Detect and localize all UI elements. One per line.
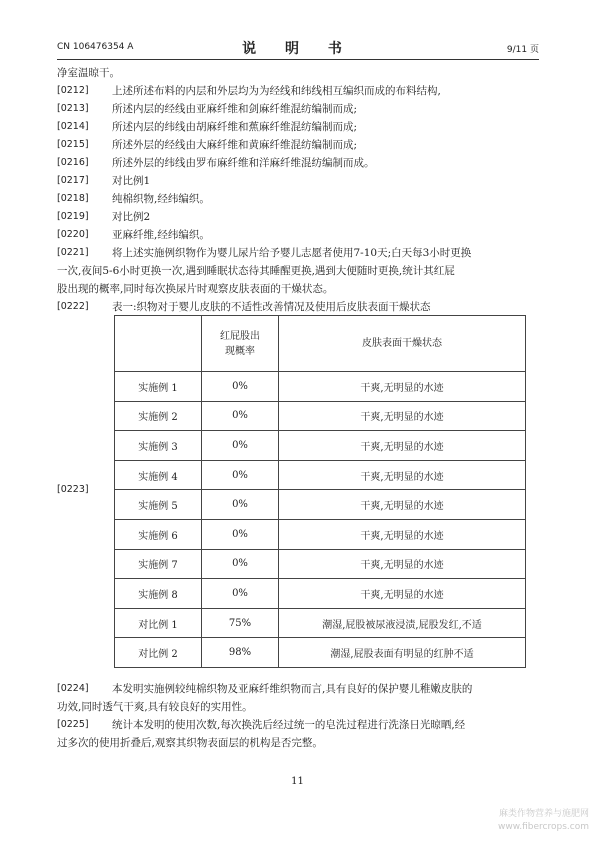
probability-cell: 0% (202, 372, 279, 402)
paragraph-0218 (57, 190, 539, 208)
skin-state-cell: 干爽,无明显的水迹 (279, 519, 526, 549)
sample-cell: 实施例 4 (115, 460, 202, 490)
paragraph-0224 (57, 680, 539, 716)
paragraph-0213 (57, 100, 539, 118)
paragraph-line: 本发明实施例较纯棉织物及亚麻纤维织物而言,具有良好的保护婴儿稚嫩皮肤的 (112, 683, 473, 695)
sample-cell: 实施例 5 (115, 490, 202, 520)
table-header-row (115, 316, 526, 372)
skin-state-cell: 干爽,无明显的水迹 (279, 460, 526, 490)
paragraph-number: [0224] (57, 683, 89, 694)
sample-cell: 对比例 2 (115, 638, 202, 668)
header-cell-blank (115, 316, 202, 372)
document-body (57, 64, 539, 316)
page-header (57, 40, 539, 56)
paragraph-number: [0214] (57, 121, 89, 132)
probability-cell: 0% (202, 579, 279, 609)
probability-cell: 0% (202, 519, 279, 549)
paragraph-number: [0219] (57, 211, 89, 222)
skin-state-cell: 潮湿,屁股被尿液浸渍,屁股发红,不适 (279, 608, 526, 638)
paragraph-number: [0218] (57, 193, 89, 204)
table-row (115, 460, 526, 490)
paragraph-0212 (57, 82, 539, 100)
sample-cell: 实施例 3 (115, 431, 202, 461)
paragraph-number: [0221] (57, 247, 89, 258)
paragraph-number: [0215] (57, 139, 89, 150)
watermark (498, 808, 589, 834)
table-row (115, 579, 526, 609)
paragraph-text: 所述外层的经线由大麻纤维和黄麻纤维混纺编制而成; (112, 139, 358, 151)
paragraph-text: 纯棉织物,经纬编织。 (112, 193, 210, 205)
paragraph-text: 对比例1 (112, 175, 151, 187)
table-paragraph-number: [0223] (57, 484, 89, 495)
paragraph-0225 (57, 716, 539, 752)
skin-state-cell: 干爽,无明显的水迹 (279, 549, 526, 579)
document-title: 说 明 书 (242, 41, 354, 57)
paragraph-text: 亚麻纤维,经纬编织。 (112, 229, 210, 241)
skin-state-cell: 干爽,无明显的水迹 (279, 401, 526, 431)
paragraph-text: 所述内层的纬线由胡麻纤维和蕉麻纤维混纺编制而成; (112, 121, 358, 133)
header-divider (57, 59, 539, 60)
table-row (115, 519, 526, 549)
sample-cell: 实施例 1 (115, 372, 202, 402)
header-cell-skin-state: 皮肤表面干燥状态 (279, 316, 526, 372)
skin-state-cell: 干爽,无明显的水迹 (279, 490, 526, 520)
paragraph-0221 (57, 244, 539, 298)
watermark-line: www.fibercrops.com (498, 822, 589, 832)
table-row (115, 372, 526, 402)
paragraph-line: 功效,同时透气干爽,具有较良好的实用性。 (57, 701, 253, 713)
paragraph-text: 上述所述布料的内层和外层均为为经线和纬线相互编织而成的布料结构, (112, 85, 441, 97)
probability-cell: 75% (202, 608, 279, 638)
paragraph-number: [0212] (57, 85, 89, 96)
skin-state-cell: 干爽,无明显的水迹 (279, 431, 526, 461)
paragraph-line: 股出现的概率,同时每次换尿片时观察皮肤表面的干燥状态。 (57, 283, 334, 295)
paragraph-0215 (57, 136, 539, 154)
patent-number: CN 106476354 A (57, 42, 134, 52)
header-line: 现概率 (225, 345, 255, 357)
paragraph-number: [0220] (57, 229, 89, 240)
sample-cell: 实施例 7 (115, 549, 202, 579)
table-row (115, 638, 526, 668)
paragraph-number: [0222] (57, 301, 89, 312)
paragraph-text: 所述外层的纬线由罗布麻纤维和洋麻纤维混纺编制而成。 (112, 157, 375, 169)
paragraph-line: 将上述实施例织物作为婴儿尿片给予婴儿志愿者使用7-10天;白天每3小时更换 (112, 247, 472, 259)
paragraph-number: [0213] (57, 103, 89, 114)
header-cell-probability (202, 316, 279, 372)
table-row (115, 490, 526, 520)
probability-cell: 0% (202, 431, 279, 461)
document-body-continued (57, 680, 539, 752)
page-indicator: 9/11 页 (506, 45, 539, 55)
sample-cell: 实施例 8 (115, 579, 202, 609)
paragraph-0214 (57, 118, 539, 136)
paragraph-number: [0217] (57, 175, 89, 186)
paragraph-0219 (57, 208, 539, 226)
table-caption: 表一:织物对于婴儿皮肤的不适性改善情况及使用后皮肤表面干燥状态 (112, 301, 431, 313)
paragraph-0216 (57, 154, 539, 172)
table-row (115, 549, 526, 579)
paragraph-line: 一次,夜间5-6小时更换一次,遇到睡眠状态待其睡醒更换,遇到大便随时更换,统计其红屁 (57, 265, 455, 277)
paragraph-0220 (57, 226, 539, 244)
intro-line: 净室温晾干。 (57, 67, 120, 79)
table-row (115, 401, 526, 431)
paragraph-0217 (57, 172, 539, 190)
sample-cell: 对比例 1 (115, 608, 202, 638)
paragraph-number: [0225] (57, 719, 89, 730)
paragraph-text: 所述内层的经线由亚麻纤维和剑麻纤维混纺编制而成; (112, 103, 358, 115)
paragraph-line: 过多次的使用折叠后,观察其织物表面层的机构是否完整。 (57, 737, 323, 749)
paragraph-text: 对比例2 (112, 211, 151, 223)
results-table (114, 315, 526, 668)
skin-state-cell: 干爽,无明显的水迹 (279, 372, 526, 402)
paragraph-number: [0216] (57, 157, 89, 168)
watermark-line: 麻类作物营养与施肥网 (498, 809, 589, 819)
probability-cell: 0% (202, 460, 279, 490)
sample-cell: 实施例 6 (115, 519, 202, 549)
probability-cell: 0% (202, 490, 279, 520)
probability-cell: 0% (202, 549, 279, 579)
probability-cell: 98% (202, 638, 279, 668)
page-number: 11 (291, 776, 304, 787)
table-row (115, 608, 526, 638)
skin-state-cell: 干爽,无明显的水迹 (279, 579, 526, 609)
probability-cell: 0% (202, 401, 279, 431)
sample-cell: 实施例 2 (115, 401, 202, 431)
paragraph-line: 统计本发明的使用次数,每次换洗后经过统一的皂洗过程进行洗涤日光晾晒,经 (112, 719, 466, 731)
table-row (115, 431, 526, 461)
paragraph-0222 (57, 298, 539, 316)
header-line: 红屁股出 (220, 330, 260, 342)
skin-state-cell: 潮湿,屁股表面有明显的红肿不适 (279, 638, 526, 668)
